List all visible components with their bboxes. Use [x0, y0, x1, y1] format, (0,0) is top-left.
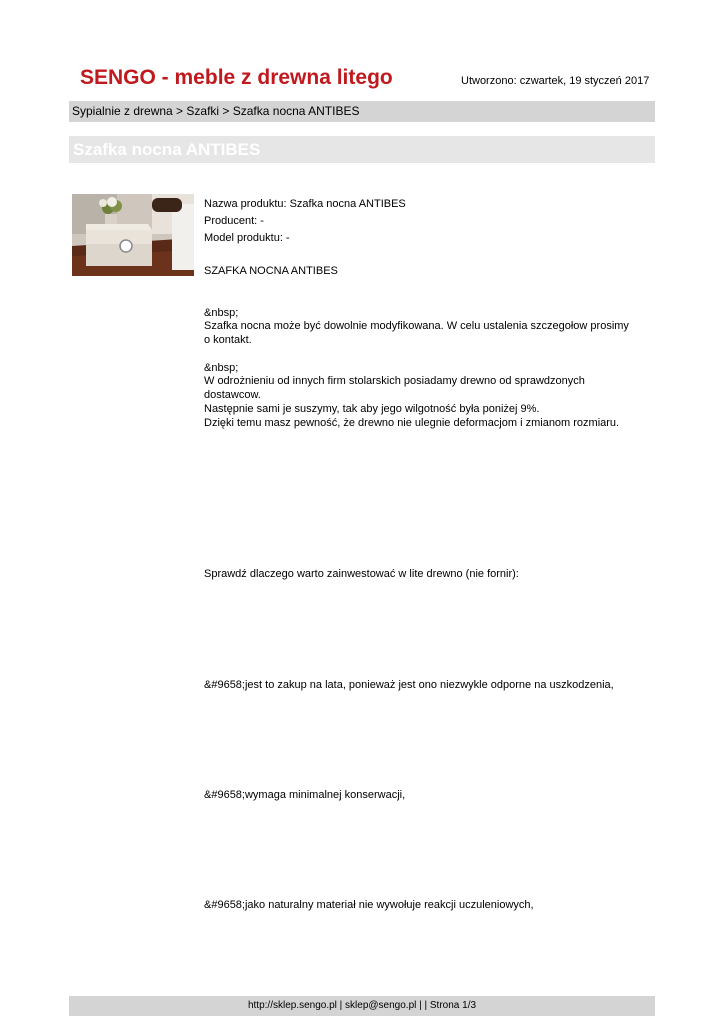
product-name: Nazwa produktu: Szafka nocna ANTIBES: [204, 198, 406, 210]
why-heading: Sprawdź dlaczego warto zainwestować w lite drewno (nie fornir):: [204, 568, 519, 580]
list-item: &#9658;jest to zakup na lata, ponieważ jest ono niezwykle odporne na uszkodzenia,: [204, 679, 614, 691]
page-title-bar: [69, 136, 655, 163]
created-date: Utworzono: czwartek, 19 styczeń 2017: [461, 75, 650, 87]
page-title: Szafka nocna ANTIBES: [73, 140, 261, 159]
nbsp-text: &nbsp;: [204, 362, 239, 374]
description-paragraph: W odrożnieniu od innych firm stolarskich posiadamy drewno od sprawdzonych dostawcow.: [204, 375, 585, 401]
list-item: &#9658;wymaga minimalnej konserwacji,: [204, 789, 406, 801]
description-paragraph: Następnie sami je suszymy, tak aby jego wilgotność była poniżej 9%.: [204, 403, 540, 415]
list-item: &#9658;jako naturalny materiał nie wywołuje reakcji uczuleniowych,: [204, 899, 534, 911]
product-model: Model produktu: -: [204, 232, 290, 244]
product-producer: Producent: -: [204, 215, 264, 227]
description-paragraph: Szafka nocna może być dowolnie modyfikowana. W celu ustalenia szczegołow prosimy o kontakt.: [204, 320, 629, 346]
page-footer: http://sklep.sengo.pl | sklep@sengo.pl | | Strona 1/3: [69, 996, 655, 1016]
product-photo: [72, 194, 194, 276]
nbsp-text: &nbsp;: [204, 307, 239, 319]
description-heading: SZAFKA NOCNA ANTIBES: [204, 265, 338, 277]
site-title: SENGO - meble z drewna litego: [80, 66, 393, 89]
description-paragraph: Dzięki temu masz pewność, że drewno nie ulegnie deformacjom i zmianom rozmiaru.: [204, 417, 620, 429]
breadcrumb: Sypialnie z drewna > Szafki > Szafka nocna ANTIBES: [69, 101, 655, 122]
